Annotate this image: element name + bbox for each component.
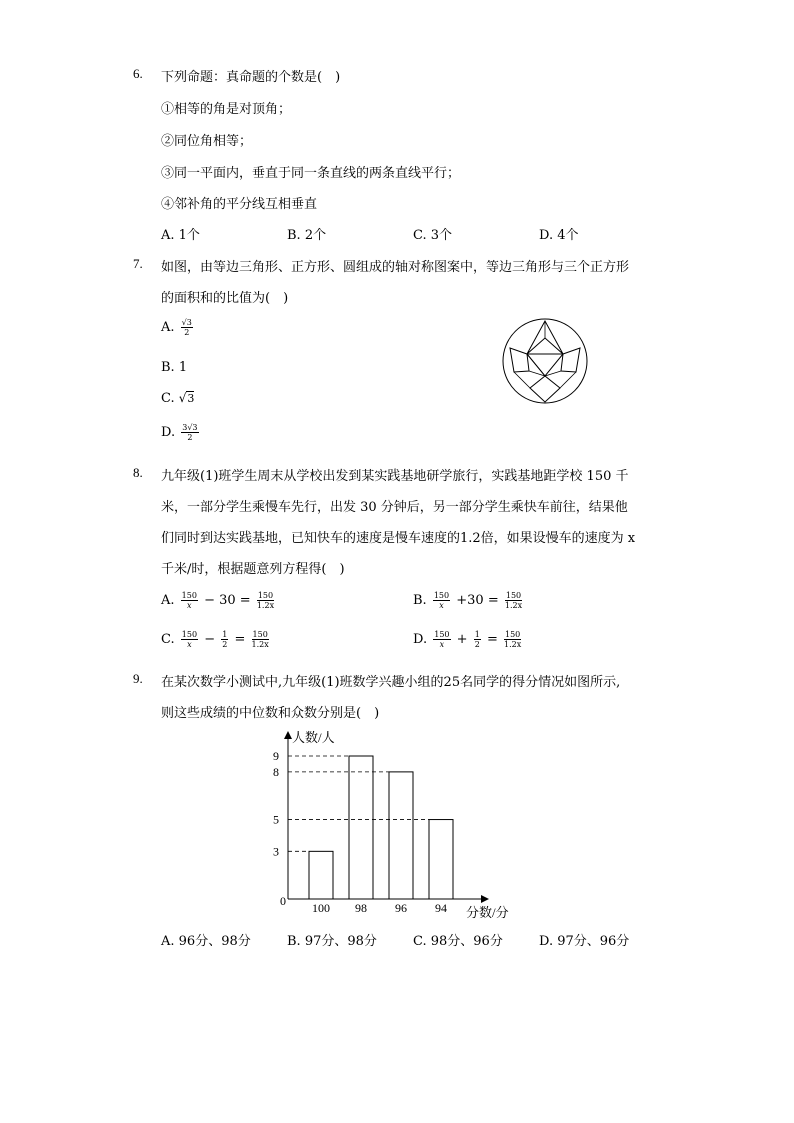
q7-stem-line-2: 的面积和的比值为( )	[161, 291, 289, 306]
q7-option-a-denominator: 2	[184, 328, 190, 337]
x-tick-label: 100	[312, 901, 330, 915]
q8-option-b[interactable]	[413, 591, 524, 610]
q7-option-d[interactable]	[161, 423, 201, 442]
q6-option-c[interactable]: C. 3个	[413, 228, 453, 243]
q6-number: 6.	[133, 66, 143, 81]
q7-option-c-label: C.	[161, 391, 175, 406]
q8-c-frac-2-den: 1.2x	[251, 640, 269, 649]
q8-d-frac-1-den: x	[439, 640, 445, 649]
q8-d-frac-1	[433, 630, 450, 649]
q8-a-frac-2	[257, 591, 274, 610]
q7-option-a-fraction	[181, 318, 193, 337]
q8-a-frac-1-num: 150	[181, 591, 197, 600]
q8-d-frac-1-num: 150	[434, 630, 450, 639]
y-tick-label: 0	[280, 894, 286, 908]
q9-option-a[interactable]: A. 96分、98分	[161, 934, 251, 949]
q8-d-half-num: 1	[474, 630, 480, 639]
bar-100	[309, 851, 333, 899]
q8-d-frac-2-num: 150	[504, 630, 521, 639]
q9-number: 9.	[133, 671, 143, 686]
q6-item-2: ②同位角相等；	[161, 134, 253, 149]
x-tick-label: 96	[395, 901, 407, 915]
q8-d-op: +	[456, 632, 468, 647]
q8-c-half	[221, 630, 228, 649]
q8-option-a-label: A.	[161, 593, 175, 608]
q6-item-4: ④邻补角的平分线互相垂直	[161, 197, 318, 212]
q8-b-frac-2-num: 150	[505, 591, 522, 600]
q8-b-frac-1	[433, 591, 450, 610]
q8-b-frac-1-num: 150	[433, 591, 450, 600]
q8-c-frac-2-num: 150	[252, 630, 268, 639]
q7-number: 7.	[133, 256, 143, 271]
q8-b-frac-1-den: x	[439, 601, 444, 610]
x-tick-label: 94	[435, 901, 447, 915]
bar-96	[389, 772, 413, 899]
y-axis-label: 人数/人	[292, 730, 335, 745]
q8-d-eq: =	[486, 632, 498, 647]
q9-option-c[interactable]: C. 98分、96分	[413, 934, 503, 949]
q9-bar-chart	[270, 724, 530, 924]
q8-a-frac-1-den: x	[187, 601, 192, 610]
y-tick-label: 3	[273, 844, 279, 859]
q8-a-frac-1	[181, 591, 198, 610]
sqrt-icon: √	[178, 391, 187, 405]
q8-option-d-label: D.	[413, 632, 428, 647]
q8-b-mid: +30 =	[456, 593, 499, 608]
q7-option-a-label: A.	[161, 320, 175, 335]
q8-d-frac-2-den: 1.2x	[504, 640, 522, 649]
q7-option-c[interactable]	[161, 391, 194, 406]
q6-option-d[interactable]: D. 4个	[539, 228, 579, 243]
q7-option-d-numerator: 3√3	[182, 423, 198, 432]
q8-d-half	[474, 630, 481, 649]
q9-line-1: 在某次数学小测试中,九年级(1)班数学兴趣小组的25名同学的得分情况如图所示,	[161, 675, 621, 690]
q8-c-frac-1	[181, 630, 198, 649]
q8-c-frac-1-num: 150	[181, 630, 198, 639]
x-axis-label: 分数/分	[466, 905, 509, 920]
q8-c-frac-1-den: x	[187, 640, 192, 649]
y-tick-label: 5	[273, 812, 279, 827]
q8-c-eq: =	[234, 632, 246, 647]
bar-98	[349, 756, 373, 899]
q7-option-d-denominator: 2	[187, 433, 193, 442]
y-tick-label: 9	[273, 749, 279, 763]
q6-item-3: ③同一平面内，垂直于同一条直线的两条直线平行；	[161, 166, 461, 181]
q8-line-3: 们同时到达实践基地，已知快车的速度是慢车速度的1.2倍，如果设慢车的速度为 x	[161, 531, 636, 546]
q8-b-frac-2	[505, 591, 522, 610]
q8-option-a[interactable]	[161, 591, 276, 610]
q6-option-a[interactable]: A. 1个	[161, 228, 200, 243]
x-tick-label: 98	[355, 901, 367, 915]
q7-option-c-radicand: 3	[187, 392, 195, 405]
q8-a-mid: − 30 =	[204, 593, 251, 608]
y-tick-label: 8	[273, 764, 279, 779]
q8-option-c-label: C.	[161, 632, 175, 647]
q8-line-1: 九年级(1)班学生周末从学校出发到某实践基地研学旅行，实践基地距学校 150 千	[161, 469, 629, 484]
q8-option-d[interactable]	[413, 630, 523, 649]
q8-a-frac-2-num: 150	[257, 591, 274, 600]
q8-option-c[interactable]	[161, 630, 271, 649]
q8-c-op: −	[204, 632, 216, 647]
q8-a-frac-2-den: 1.2x	[256, 601, 275, 610]
q8-d-half-den: 2	[474, 640, 480, 649]
q8-b-frac-2-den: 1.2x	[504, 601, 523, 610]
q8-c-half-num: 1	[222, 630, 228, 639]
q6-item-1: ①相等的角是对顶角；	[161, 102, 292, 117]
q8-c-frac-2	[252, 630, 269, 649]
q9-option-d[interactable]: D. 97分、96分	[539, 934, 630, 949]
q8-number: 8.	[133, 465, 143, 480]
q7-option-a[interactable]	[161, 318, 195, 337]
q9-option-b[interactable]: B. 97分、98分	[287, 934, 377, 949]
bar-94	[429, 820, 453, 899]
q8-c-half-den: 2	[222, 640, 228, 649]
q7-option-a-numerator: √3	[181, 318, 192, 327]
q6-stem: 下列命题：真命题的个数是( )	[161, 70, 341, 85]
q7-option-b[interactable]: B. 1	[161, 360, 188, 375]
q8-line-2: 米，一部分学生乘慢车先行，出发 30 分钟后，另一部分学生乘快车前往，结果他	[161, 500, 628, 515]
q8-option-b-label: B.	[413, 593, 427, 608]
q7-option-d-label: D.	[161, 425, 176, 440]
q7-stem-line-1: 如图，由等边三角形、正方形、圆组成的轴对称图案中，等边三角形与三个正方形	[161, 260, 630, 275]
q6-option-b[interactable]: B. 2个	[287, 228, 327, 243]
q7-figure	[500, 316, 590, 406]
q8-line-4: 千米/时，根据题意列方程得( )	[161, 562, 345, 577]
q7-option-d-fraction	[181, 423, 198, 442]
q9-line-2: 则这些成绩的中位数和众数分别是( )	[161, 706, 380, 721]
q8-d-frac-2	[504, 630, 521, 649]
